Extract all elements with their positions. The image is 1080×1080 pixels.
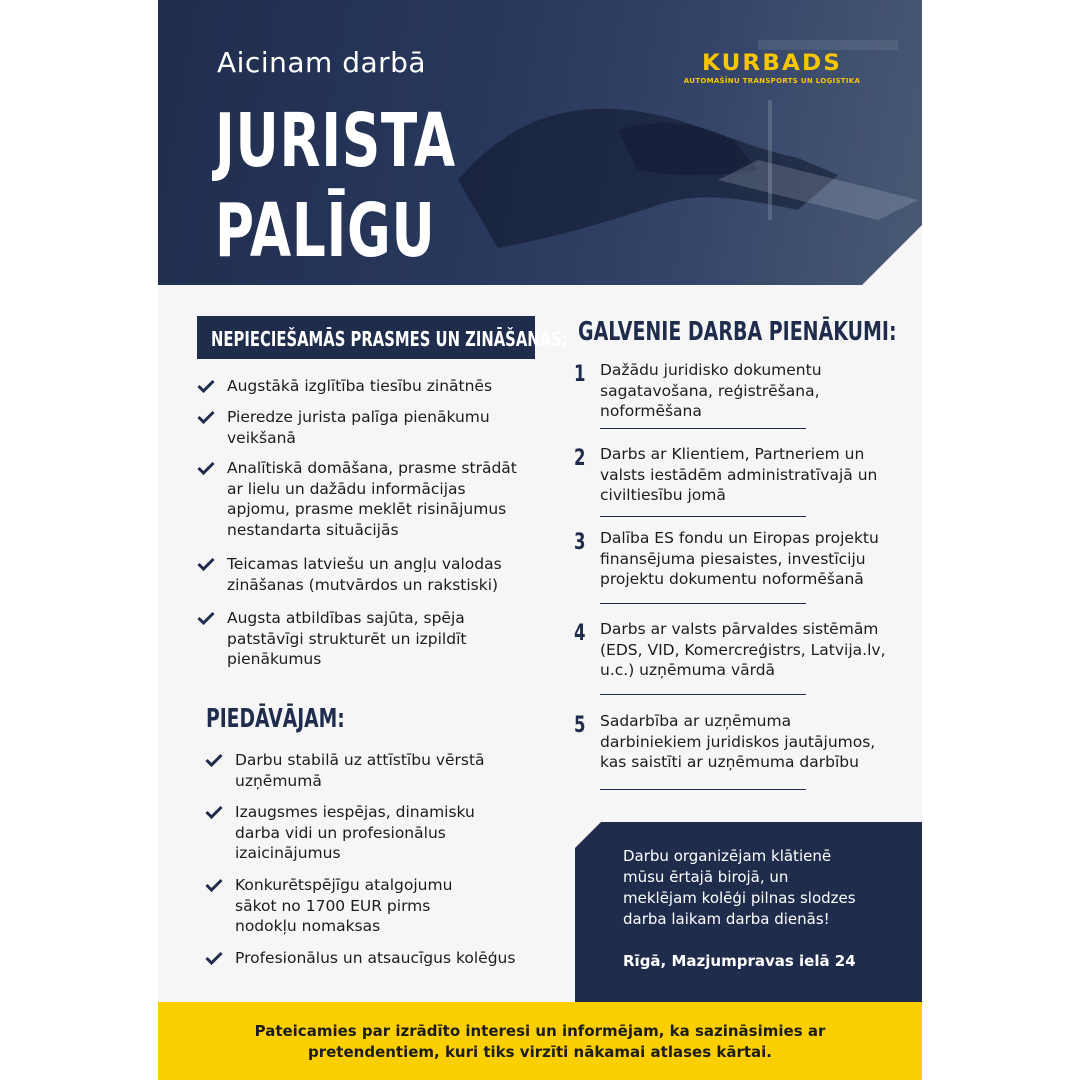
checkmark-icon	[197, 379, 215, 393]
duty-divider	[600, 694, 806, 695]
footer-banner	[158, 1002, 922, 1080]
hero-kicker: Aicinam darbā	[217, 46, 427, 79]
duty-number: 3	[574, 530, 586, 555]
checkmark-icon	[197, 557, 215, 571]
duty-text: Dažādu juridisko dokumentu sagatavošana, reģistrēšana, noformēšana	[600, 361, 822, 420]
offer-text: Darbu stabilā uz attīstību vērstā uzņēmumā	[235, 751, 485, 790]
offer-heading: PIEDĀVĀJAM:	[206, 704, 345, 734]
office-address: Rīgā, Mazjumpravas ielā 24	[623, 952, 856, 970]
job-title-line2: PALĪGU	[215, 188, 436, 274]
offer-text: Profesionālus un atsaucīgus kolēģus	[235, 949, 516, 967]
offer-text: Izaugsmes iespējas, dinamisku darba vidi un profesionālus izaicinājumus	[235, 803, 475, 862]
duty-number: 2	[574, 446, 586, 471]
duty-divider	[600, 516, 806, 517]
company-logo	[682, 53, 862, 85]
checkmark-icon	[205, 878, 223, 892]
checkmark-icon	[197, 410, 215, 424]
checkmark-icon	[197, 611, 215, 625]
duty-divider	[600, 603, 806, 604]
info-box-corner	[575, 822, 601, 848]
checkmark-icon	[205, 951, 223, 965]
duty-number: 5	[574, 713, 586, 738]
workplace-info-box	[575, 822, 922, 1002]
duty-divider	[600, 789, 806, 790]
footer-text: Pateicamies par izrādīto interesi un informējam, ka sazināsimies ar pretendentiem, kuri tiks virzīti nākamai atlases kārtai.	[254, 1022, 826, 1061]
duty-text: Sadarbība ar uzņēmuma darbiniekiem juridiskos jautājumos, kas saistīti ar uzņēmuma darbību	[600, 712, 876, 771]
checkmark-icon	[205, 753, 223, 767]
skill-text: Pieredze jurista palīga pienākumu veikšanā	[227, 408, 490, 447]
job-poster	[158, 0, 922, 1080]
checkmark-icon	[197, 461, 215, 475]
duty-text: Darbs ar valsts pārvaldes sistēmām (EDS, VID, Komercreģistrs, Latvija.lv, u.c.) uzņēmuma vārdā	[600, 620, 886, 679]
duty-number: 1	[574, 362, 586, 387]
skill-text: Augstākā izglītība tiesību zinātnēs	[227, 377, 493, 395]
checkmark-icon	[205, 805, 223, 819]
skill-text: Augsta atbildības sajūta, spēja patstāvīgi strukturēt un izpildīt pienākumus	[227, 609, 467, 668]
job-title	[215, 96, 456, 276]
skill-text: Teicamas latviešu un angļu valodas zināšanas (mutvārdos un rakstiski)	[227, 555, 502, 594]
duties-heading: GALVENIE DARBA PIENĀKUMI:	[578, 317, 897, 347]
duty-divider	[600, 428, 806, 429]
workplace-info-text: Darbu organizējam klātienē mūsu ērtajā birojā, un meklējam kolēģi pilnas slodzes darba laikam darba dienās!	[623, 847, 856, 928]
hero-banner	[158, 0, 922, 285]
job-title-line1: JURISTA	[215, 98, 456, 184]
skills-heading: NEPIECIEŠAMĀS PRASMES UN ZINĀŠANAS:	[211, 327, 568, 351]
duty-number: 4	[574, 621, 586, 646]
logo-wordmark: KURBADS	[701, 51, 843, 76]
duty-text: Dalība ES fondu un Eiropas projektu finansējuma piesaistes, investīciju projektu dokumentu noformēšanā	[600, 529, 879, 588]
logo-tagline: AUTOMAŠĪNU TRANSPORTS UN LOĢISTIKA	[683, 77, 861, 85]
skill-text: Analītiskā domāšana, prasme strādāt ar lielu un dažādu informācijas apjomu, prasme meklēt risinājumus nestandarta situācijās	[227, 459, 517, 539]
hero-corner-fold	[862, 225, 922, 285]
skills-heading-bar	[197, 316, 568, 359]
duty-text: Darbs ar Klientiem, Partneriem un valsts iestādēm administratīvajā un civiltiesību jomā	[600, 445, 878, 504]
offer-text: Konkurētspējīgu atalgojumu sākot no 1700 EUR pirms nodokļu nomaksas	[235, 876, 453, 935]
